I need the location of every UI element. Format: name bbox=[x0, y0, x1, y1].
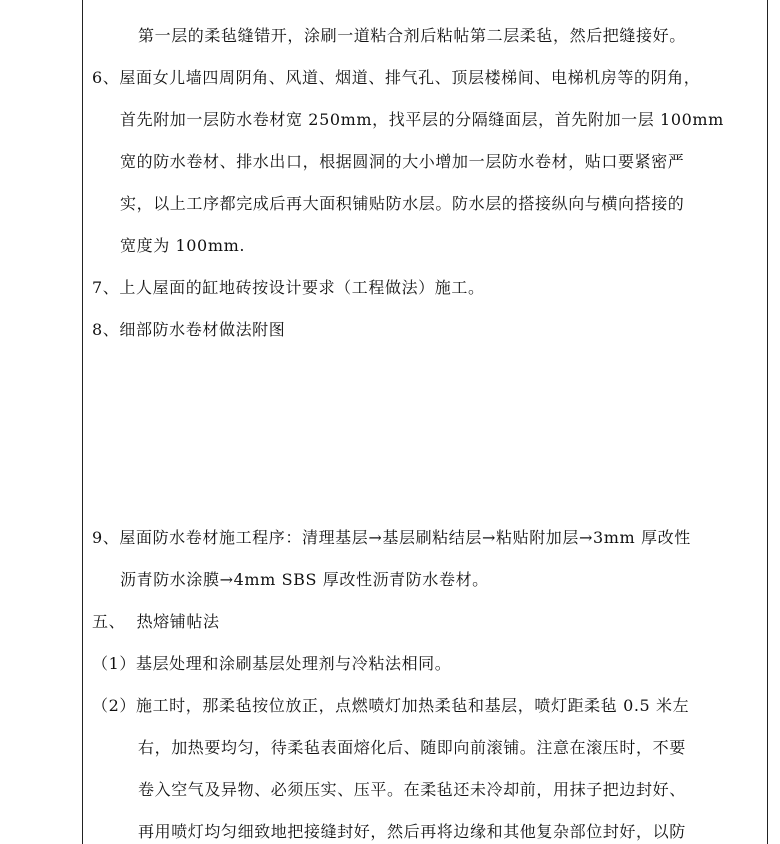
text-line-16: 再用喷灯均匀细致地把接缝封好，然后再将边缘和其他复杂部位封好，以防 bbox=[138, 822, 686, 841]
text-line-13: （2）施工时，那柔毡按位放正，点燃喷灯加热柔毡和基层，喷灯距柔毡 0.5 米左 bbox=[92, 696, 690, 715]
text-line-7: 7、上人屋面的缸地砖按设计要求（工程做法）施工。 bbox=[92, 278, 485, 297]
text-line-8: 8、细部防水卷材做法附图 bbox=[92, 320, 286, 339]
text-line-2: 6、屋面女儿墙四周阴角、风道、烟道、排气孔、顶层楼梯间、电梯机房等的阴角， bbox=[92, 68, 701, 87]
text-line-10: 沥青防水涂膜→4mm SBS 厚改性沥青防水卷材。 bbox=[120, 570, 489, 589]
text-line-9: 9、屋面防水卷材施工程序：清理基层→基层刷粘结层→粘贴附加层→3mm 厚改性 bbox=[92, 528, 691, 547]
text-line-3: 首先附加一层防水卷材宽 250mm，找平层的分隔缝面层，首先附加一层 100mm bbox=[120, 110, 724, 129]
text-line-6: 宽度为 100mm. bbox=[120, 236, 246, 255]
text-line-11: 五、 热熔铺帖法 bbox=[92, 612, 220, 631]
text-line-4: 宽的防水卷材、排水出口，根据圆洞的大小增加一层防水卷材，贴口要紧密严 bbox=[120, 152, 685, 171]
text-line-14: 右，加热要均匀，待柔毡表面熔化后、随即向前滚铺。注意在滚压时，不要 bbox=[138, 738, 686, 757]
text-line-15: 卷入空气及异物、必须压实、压平。在柔毡还未冷却前，用抹子把边封好、 bbox=[138, 780, 686, 799]
text-line-1: 第一层的柔毡缝错开，涂刷一道粘合剂后粘帖第二层柔毡，然后把缝接好。 bbox=[138, 26, 686, 45]
text-line-5: 实，以上工序都完成后再大面积铺贴防水层。防水层的搭接纵向与横向搭接的 bbox=[120, 194, 685, 213]
text-line-12: （1）基层处理和涂刷基层处理剂与冷粘法相同。 bbox=[92, 654, 452, 673]
